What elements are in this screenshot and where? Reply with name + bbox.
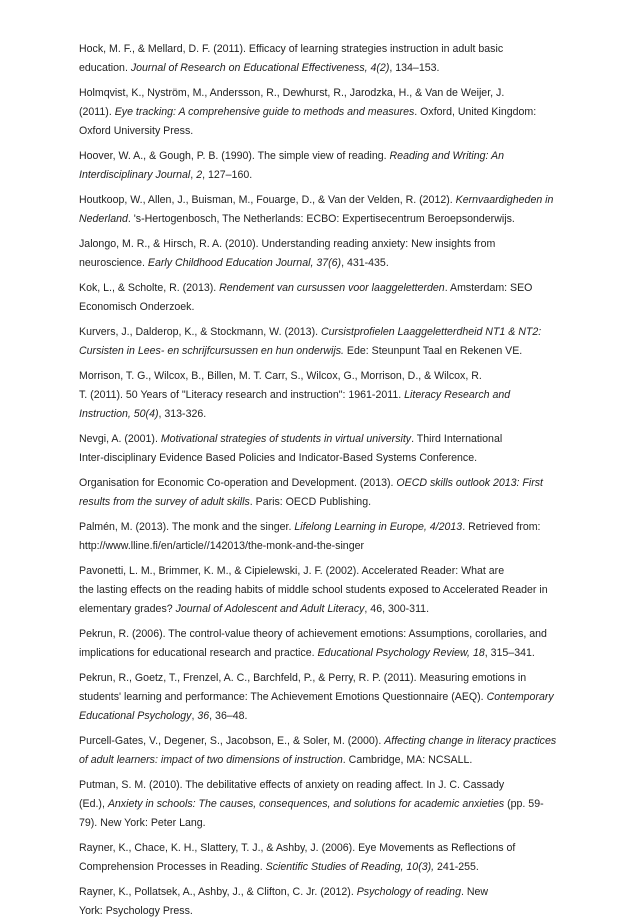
reference-text: , 134–153. xyxy=(389,62,440,74)
reference-entry xyxy=(79,84,552,141)
reference-text: Comprehension Processes in Reading. xyxy=(79,861,266,873)
reference-entry xyxy=(79,474,552,512)
reference-text: students' learning and performance: The Achievement Emotions Questionnaire (AEQ). xyxy=(79,691,487,703)
reference-line xyxy=(79,298,552,317)
reference-line xyxy=(79,776,552,795)
reference-line xyxy=(79,430,552,449)
reference-line xyxy=(79,84,552,103)
reference-text: Palmén, M. (2013). The monk and the singer. xyxy=(79,521,295,533)
reference-line xyxy=(79,581,552,600)
reference-text: Jalongo, M. R., & Hirsch, R. A. (2010). Understanding reading anxiety: New insights from xyxy=(79,238,496,250)
reference-entry xyxy=(79,147,552,185)
reference-text: Pavonetti, L. M., Brimmer, K. M., & Cipielewski, J. F. (2002). Accelerated Reader: What are xyxy=(79,565,505,577)
reference-line xyxy=(79,254,552,273)
reference-line xyxy=(79,493,552,512)
reference-entry xyxy=(79,430,552,468)
reference-italic-text: Affecting change in literacy practices xyxy=(384,735,557,747)
reference-line xyxy=(79,625,552,644)
reference-entry xyxy=(79,883,552,921)
reference-text: Nevgi, A. (2001). xyxy=(79,433,161,445)
reference-text: elementary grades? xyxy=(79,603,176,615)
reference-line xyxy=(79,191,552,210)
reference-italic-text: Scientific Studies of Reading, 10(3), xyxy=(265,861,435,873)
reference-text: . Cambridge, MA: NCSALL. xyxy=(342,754,473,766)
reference-text: Houtkoop, W., Allen, J., Buisman, M., Fouarge, D., & Van der Velden, R. (2012). xyxy=(79,194,456,206)
reference-text: . Paris: OECD Publishing. xyxy=(249,496,372,508)
reference-line xyxy=(79,814,552,833)
reference-italic-text: Reading and Writing: An xyxy=(389,150,504,162)
reference-entry xyxy=(79,562,552,619)
reference-entry xyxy=(79,191,552,229)
reference-line xyxy=(79,342,552,361)
reference-entry xyxy=(79,518,552,556)
reference-text: neuroscience. xyxy=(79,257,148,269)
reference-italic-text: Lifelong Learning in Europe, 4/2013 xyxy=(294,521,463,533)
reference-text: York: Psychology Press. xyxy=(79,905,193,917)
reference-text: Hoover, W. A., & Gough, P. B. (1990). The simple view of reading. xyxy=(79,150,390,162)
reference-italic-text: Contemporary xyxy=(486,691,554,703)
reference-entry xyxy=(79,732,557,770)
reference-line xyxy=(79,795,552,814)
reference-italic-text: Educational Psychology Review, 18 xyxy=(317,647,485,659)
reference-line xyxy=(79,562,552,581)
reference-line xyxy=(79,386,552,405)
reference-text: (Ed.), xyxy=(79,798,108,810)
reference-text: . Amsterdam: SEO xyxy=(444,282,533,294)
reference-text: Pekrun, R., Goetz, T., Frenzel, A. C., Barchfeld, P., & Perry, R. P. (2011). Measuring emotions in xyxy=(79,672,527,684)
reference-line xyxy=(79,210,552,229)
reference-text: , 431-435. xyxy=(341,257,389,269)
reference-italic-text: Eye tracking: A comprehensive guide to methods and measures xyxy=(114,106,415,118)
reference-line xyxy=(79,644,552,663)
reference-italic-text: Cursisten in Lees- en schrijfcursussen en hun onderwijs. xyxy=(79,345,344,357)
reference-italic-text: Cursistprofielen Laaggeletterdheid NT1 & NT2: xyxy=(321,326,542,338)
reference-text: , 315–341. xyxy=(484,647,535,659)
reference-text: Kok, L., & Scholte, R. (2013). xyxy=(79,282,220,294)
reference-italic-text: Kernvaardigheden in xyxy=(455,194,554,206)
reference-italic-text: 2 xyxy=(196,169,203,181)
reference-text: Pekrun, R. (2006). The control-value theory of achievement emotions: Assumptions, corollaries, and xyxy=(79,628,547,640)
reference-text: the lasting effects on the reading habits of middle school students exposed to Accelerated Reader in xyxy=(79,584,548,596)
reference-line xyxy=(79,600,552,619)
reference-entry xyxy=(79,839,552,877)
reference-line xyxy=(79,367,552,386)
reference-italic-text: 36 xyxy=(197,710,210,722)
reference-text: , 36–48. xyxy=(209,710,248,722)
reference-entry xyxy=(79,323,552,361)
reference-line xyxy=(79,732,557,751)
reference-text: T. (2011). 50 Years of "Literacy research and instruction": 1961-2011. xyxy=(79,389,405,401)
reference-text: Ede: Steunpunt Taal en Rekenen VE. xyxy=(343,345,523,357)
reference-line xyxy=(79,751,552,770)
reference-text: Kurvers, J., Dalderop, K., & Stockmann, W. (2013). xyxy=(79,326,321,338)
reference-entry xyxy=(79,669,552,726)
reference-italic-text: Nederland xyxy=(79,213,128,225)
reference-line xyxy=(79,688,552,707)
reference-italic-text: Motivational strategies of students in virtual university xyxy=(160,433,412,445)
reference-italic-text: Instruction, 50(4) xyxy=(79,408,159,420)
reference-text: . Oxford, United Kingdom: xyxy=(414,106,537,118)
reference-text: . Retrieved from: xyxy=(462,521,541,533)
reference-line xyxy=(79,537,552,556)
reference-text: (2011). xyxy=(79,106,115,118)
reference-text: , xyxy=(191,710,198,722)
reference-line xyxy=(79,707,552,726)
reference-entry xyxy=(79,40,552,78)
reference-text: education. xyxy=(79,62,131,74)
reference-italic-text: Anxiety in schools: The causes, consequences, and solutions for academic anxieties xyxy=(107,798,505,810)
reference-line xyxy=(79,279,552,298)
reference-italic-text: Journal of Adolescent and Adult Literacy xyxy=(175,603,365,615)
reference-text: Putman, S. M. (2010). The debilitative effects of anxiety on reading affect. In J. C. Cassady xyxy=(79,779,505,791)
reference-text: 79). New York: Peter Lang. xyxy=(79,817,206,829)
reference-italic-text: Journal of Research on Educational Effectiveness, 4(2) xyxy=(130,62,390,74)
reference-line xyxy=(79,669,552,688)
reference-italic-text: Interdisciplinary Journal xyxy=(79,169,191,181)
reference-text: Holmqvist, K., Nyström, M., Andersson, R., Dewhurst, R., Jarodzka, H., & Van de Weijer, J. xyxy=(79,87,505,99)
reference-text: Economisch Onderzoek. xyxy=(79,301,195,313)
reference-text: , 127–160. xyxy=(202,169,253,181)
reference-line xyxy=(79,474,552,493)
reference-line xyxy=(79,518,552,537)
reference-text: , 313-326. xyxy=(158,408,207,420)
reference-line xyxy=(79,405,552,424)
reference-line xyxy=(79,103,552,122)
reference-text: Inter-disciplinary Evidence Based Policies and Indicator-Based Systems Conference. xyxy=(79,452,478,464)
reference-entry xyxy=(79,279,552,317)
reference-text: http://www.lline.fi/en/article//142013/the-monk-and-the-singer xyxy=(79,540,365,552)
reference-italic-text: results from the survey of adult skills xyxy=(79,496,250,508)
reference-text: Rayner, K., Pollatsek, A., Ashby, J., & Clifton, C. Jr. (2012). xyxy=(79,886,357,898)
reference-text: Rayner, K., Chace, K. H., Slattery, T. J., & Ashby, J. (2006). Eye Movements as Reflections of xyxy=(79,842,516,854)
reference-text: , xyxy=(190,169,197,181)
reference-text: (pp. 59- xyxy=(504,798,544,810)
reference-italic-text: OECD skills outlook 2013: First xyxy=(396,477,544,489)
reference-line xyxy=(79,839,552,858)
reference-italic-text: Early Childhood Education Journal, 37(6) xyxy=(147,257,342,269)
reference-line xyxy=(79,122,552,141)
reference-italic-text: Literacy Research and xyxy=(404,389,511,401)
reference-text: implications for educational research and practice. xyxy=(79,647,318,659)
reference-text: Morrison, T. G., Wilcox, B., Billen, M. T. Carr, S., Wilcox, G., Morrison, D., & Wilcox, R. xyxy=(79,370,482,382)
reference-line xyxy=(79,147,552,166)
reference-entry xyxy=(79,235,552,273)
reference-line xyxy=(79,40,552,59)
reference-text: Hock, M. F., & Mellard, D. F. (2011). Efficacy of learning strategies instruction in adult basic xyxy=(79,43,504,55)
reference-line xyxy=(79,902,552,921)
reference-line xyxy=(79,883,552,902)
reference-text: 241-255. xyxy=(434,861,479,873)
reference-text: , 46, 300-311. xyxy=(364,603,430,615)
reference-line xyxy=(79,59,552,78)
reference-entry xyxy=(79,776,552,833)
reference-line xyxy=(79,858,552,877)
reference-text: . Third International xyxy=(411,433,503,445)
reference-line xyxy=(79,166,552,185)
reference-italic-text: of adult learners: impact of two dimensions of instruction xyxy=(79,754,343,766)
reference-text: Organisation for Economic Co-operation and Development. (2013). xyxy=(79,477,397,489)
reference-entry xyxy=(79,367,552,424)
reference-italic-text: Rendement van cursussen voor laaggeletterden xyxy=(219,282,445,294)
reference-text: . 's-Hertogenbosch, The Netherlands: ECBO: Expertisecentrum Beroepsonderwijs. xyxy=(127,213,515,225)
reference-text: Oxford University Press. xyxy=(79,125,194,137)
reference-line xyxy=(79,449,552,468)
reference-entry xyxy=(79,625,552,663)
reference-line xyxy=(79,323,552,342)
reference-text: Purcell-Gates, V., Degener, S., Jacobson, E., & Soler, M. (2000). xyxy=(79,735,385,747)
reference-italic-text: Psychology of reading xyxy=(356,886,461,898)
reference-line xyxy=(79,235,552,254)
reference-italic-text: Educational Psychology xyxy=(79,710,192,722)
reference-text: . New xyxy=(460,886,489,898)
